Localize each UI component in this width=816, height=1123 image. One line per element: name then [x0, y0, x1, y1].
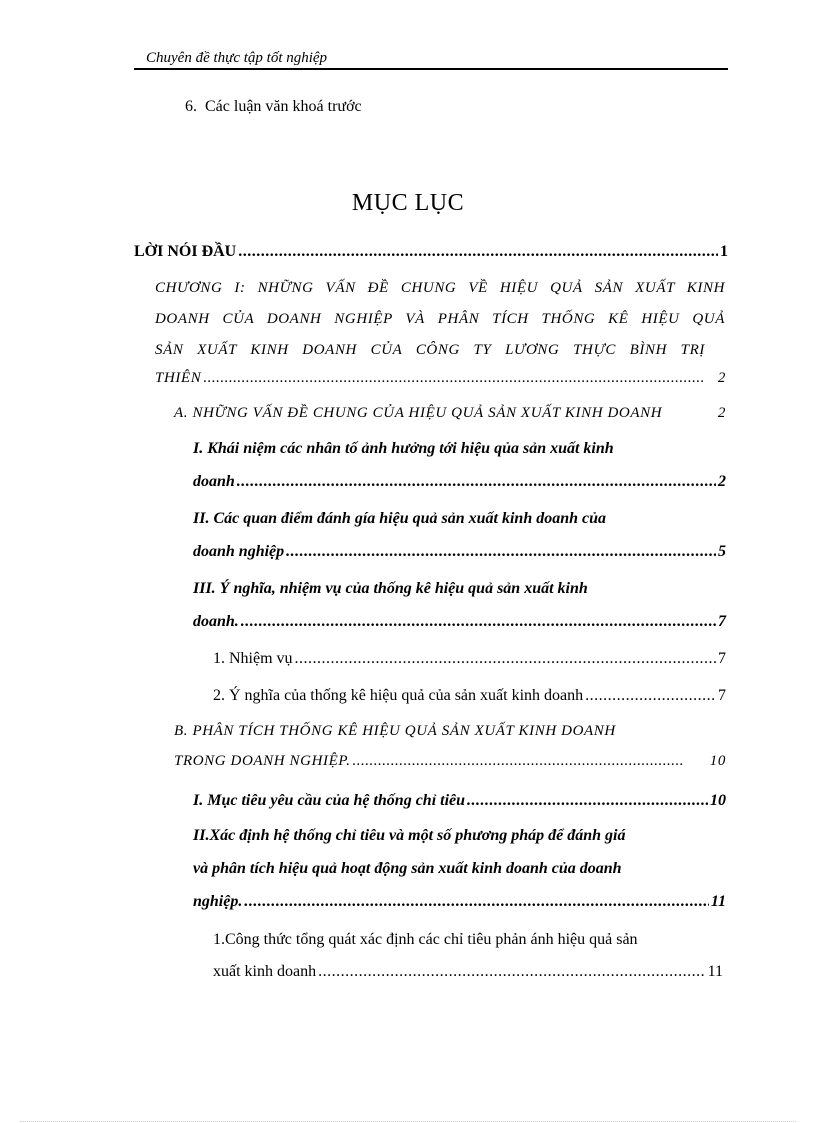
toc-leader	[244, 893, 709, 911]
toc-leader	[353, 753, 683, 770]
toc-leader	[241, 613, 716, 631]
toc-leader	[238, 243, 718, 261]
toc-page: 7	[718, 650, 726, 667]
toc-part-a	[174, 405, 726, 422]
toc-part-b-line2	[174, 753, 726, 770]
toc-chapter1-line1: CHƯƠNG I: NHỮNG VẤN ĐỀ CHUNG VỀ HIỆU QUẢ SẢN XUẤT KINH	[155, 280, 725, 296]
toc-page: 10	[710, 792, 726, 809]
toc-label: xuất kinh doanh	[213, 963, 317, 980]
toc-page: 2	[718, 473, 726, 490]
toc-label: THIÊN	[155, 370, 202, 386]
toc-entry-loi-noi-dau	[134, 243, 728, 261]
toc-page: 11	[707, 963, 723, 980]
toc-section-ii-line2	[193, 543, 726, 561]
toc-b-section-i	[193, 792, 726, 810]
toc-page: 7	[718, 687, 726, 704]
toc-item-2	[213, 687, 726, 705]
reference-text: Các luận văn khoá trước	[205, 98, 362, 115]
toc-item-1	[213, 650, 726, 668]
toc-page: 5	[718, 543, 726, 560]
toc-leader	[295, 650, 716, 668]
toc-leader	[237, 473, 716, 491]
toc-section-i-line1: I. Khái niệm các nhân tố ảnh hưởng tới hiệu qủa sản xuất kinh	[193, 440, 614, 457]
toc-label: 1. Nhiệm vụ	[213, 650, 293, 667]
reference-item	[185, 98, 362, 116]
reference-number: 6.	[185, 98, 197, 115]
toc-page: 2	[717, 405, 726, 421]
toc-leader	[585, 687, 716, 705]
toc-b1-line2	[213, 963, 723, 981]
page-title: MỤC LỤC	[351, 190, 465, 216]
toc-page: 10	[709, 753, 726, 769]
toc-page: 11	[710, 893, 726, 910]
toc-label: doanh nghiệp	[193, 543, 285, 560]
toc-b-section-ii-line1: II.Xác định hệ thống chỉ tiêu và một số phương pháp để đánh giá	[193, 827, 626, 844]
toc-chapter1-line4	[155, 370, 726, 387]
toc-b-section-ii-line3	[193, 893, 726, 911]
toc-page: 2	[717, 370, 726, 386]
toc-label: nghiệp.	[193, 893, 243, 910]
toc-section-iii-line1: III. Ý nghĩa, nhiệm vụ của thống kê hiệu quả sản xuất kinh	[193, 580, 588, 597]
toc-b-section-ii-line2: và phân tích hiệu quả hoạt động sản xuất kinh doanh của doanh	[193, 860, 622, 877]
toc-label: doanh.	[193, 613, 239, 630]
toc-label: 2. Ý nghĩa của thống kê hiệu quả của sản xuất kinh doanh	[213, 687, 584, 704]
toc-leader	[318, 963, 706, 981]
toc-label: TRONG DOANH NGHIỆP.	[174, 753, 351, 769]
toc-leader	[467, 792, 708, 810]
toc-chapter1-line2: DOANH CỦA DOANH NGHIỆP VÀ PHÂN TÍCH THỐNG KÊ HIỆU QUẢ	[155, 311, 725, 327]
toc-section-ii-line1: II. Các quan điểm đánh gía hiệu quả sản xuất kinh doanh của	[193, 510, 607, 527]
toc-page: 1	[720, 243, 728, 260]
page-bottom-divider	[20, 1121, 796, 1122]
toc-part-b-line1: B. PHÂN TÍCH THỐNG KÊ HIỆU QUẢ SẢN XUẤT KINH DOANH	[174, 723, 616, 739]
toc-chapter1-line3: SẢN XUẤT KINH DOANH CỦA CÔNG TY LƯƠNG THỰC BÌNH TRỊ	[155, 342, 705, 358]
toc-page: 7	[718, 613, 726, 630]
toc-label: LỜI NÓI ĐẦU	[134, 243, 237, 260]
header-text: Chuyên đề thực tập tốt nghiệp	[146, 50, 328, 66]
toc-leader	[286, 543, 716, 561]
toc-label: I. Mục tiêu yêu cầu của hệ thống chỉ tiêu	[193, 792, 466, 809]
page-header	[134, 48, 728, 70]
toc-label: A. NHỮNG VẤN ĐỀ CHUNG CỦA HIỆU QUẢ SẢN XUẤT KINH DOANH	[174, 405, 663, 421]
toc-leader	[203, 370, 704, 387]
toc-label: doanh	[193, 473, 235, 490]
toc-b1-line1: 1.Công thức tổng quát xác định các chỉ tiêu phản ánh hiệu quả sản	[213, 931, 638, 948]
toc-section-iii-line2	[193, 613, 726, 631]
toc-section-i-line2	[193, 473, 726, 491]
